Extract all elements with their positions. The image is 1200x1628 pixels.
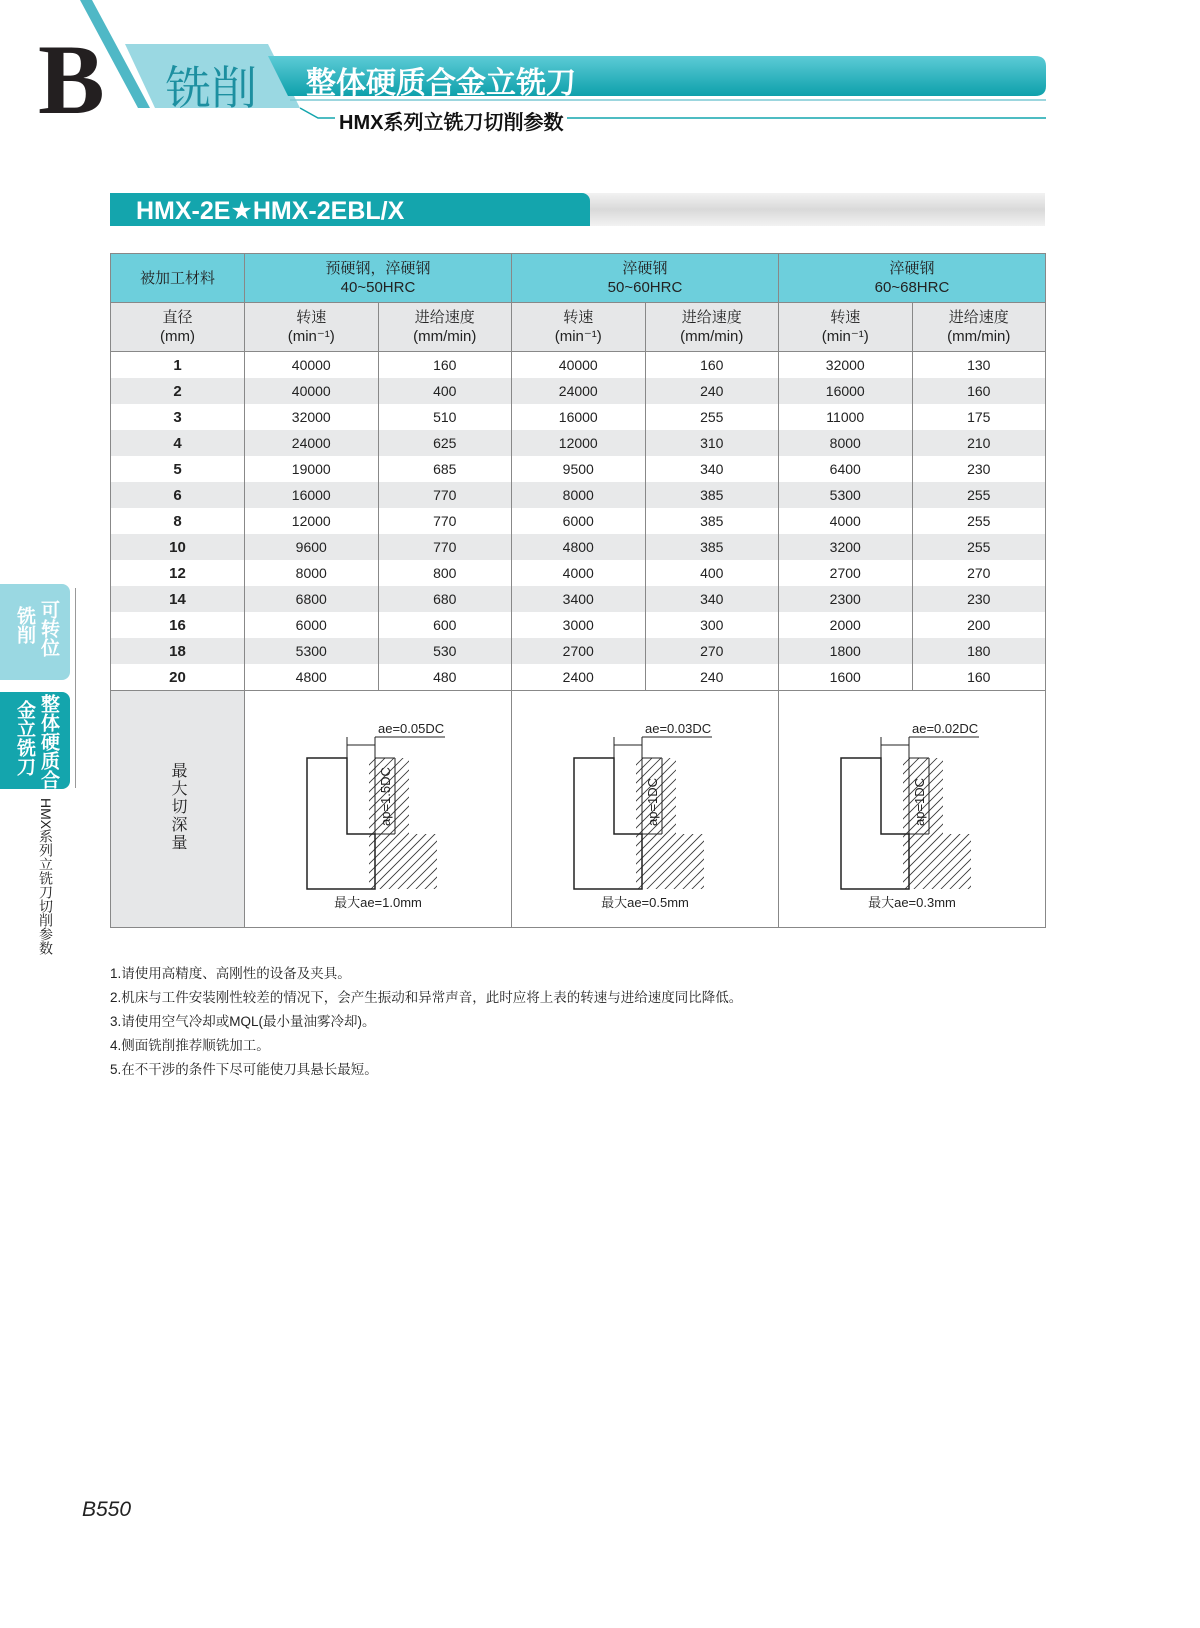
material-name: 预硬钢，淬硬钢 — [325, 260, 431, 277]
feed-header — [645, 303, 779, 352]
table-row — [111, 664, 1046, 691]
feed-unit: (mm/min) — [413, 328, 477, 345]
feed-cell: 385 — [645, 508, 779, 534]
ae-label: ae=0.02DC — [912, 721, 979, 736]
speed-cell: 5300 — [245, 638, 379, 664]
speed-cell: 24000 — [512, 378, 646, 404]
speed-header — [512, 303, 646, 352]
feed-cell: 270 — [645, 638, 779, 664]
feed-cell: 160 — [912, 378, 1046, 404]
feed-unit: (mm/min) — [947, 328, 1011, 345]
cutting-parameters-table — [110, 253, 1046, 928]
table-row — [111, 560, 1046, 586]
feed-cell: 270 — [912, 560, 1046, 586]
speed-cell: 9500 — [512, 456, 646, 482]
feed-cell: 255 — [912, 482, 1046, 508]
feed-cell: 385 — [645, 534, 779, 560]
feed-cell: 180 — [912, 638, 1046, 664]
speed-cell: 24000 — [245, 430, 379, 456]
material-name: 淬硬钢 — [889, 260, 935, 277]
side-subtitle: HMX系列立铣刀切削参数 — [38, 798, 54, 956]
note-item: 3.请使用空气冷却或MQL(最小量油雾冷却)。 — [110, 1014, 376, 1029]
feed-cell: 685 — [378, 456, 512, 482]
feed-cell: 160 — [645, 352, 779, 379]
cutting-depth-diagram — [512, 701, 778, 901]
speed-cell: 3200 — [779, 534, 913, 560]
speed-cell: 1600 — [779, 664, 913, 691]
speed-label: 转速 — [563, 309, 594, 326]
feed-cell: 175 — [912, 404, 1046, 430]
speed-label: 转速 — [296, 309, 327, 326]
speed-cell: 6400 — [779, 456, 913, 482]
diameter-cell: 1 — [111, 352, 245, 379]
speed-cell: 8000 — [779, 430, 913, 456]
depth-diagram-cell — [245, 691, 512, 928]
chapter-letter: B — [38, 24, 105, 135]
diameter-cell: 5 — [111, 456, 245, 482]
ae-label: ae=0.05DC — [378, 721, 445, 736]
diameter-cell: 20 — [111, 664, 245, 691]
table-row — [111, 456, 1046, 482]
feed-cell: 340 — [645, 456, 779, 482]
speed-cell: 2300 — [779, 586, 913, 612]
speed-unit: (min⁻¹) — [821, 328, 869, 345]
note-item: 2.机床与工件安装刚性较差的情况下，会产生振动和异常声音，此时应将上表的转速与进给速度同比降低。 — [110, 990, 743, 1005]
feed-cell: 130 — [912, 352, 1046, 379]
page-title: 整体硬质合金立铣刀 — [306, 67, 576, 100]
speed-cell: 32000 — [245, 404, 379, 430]
feed-cell: 800 — [378, 560, 512, 586]
feed-cell: 680 — [378, 586, 512, 612]
diameter-cell: 12 — [111, 560, 245, 586]
speed-cell: 3400 — [512, 586, 646, 612]
table-row — [111, 586, 1046, 612]
notes — [110, 962, 742, 1082]
feed-cell: 160 — [912, 664, 1046, 691]
table-row — [111, 534, 1046, 560]
feed-cell: 510 — [378, 404, 512, 430]
speed-cell: 40000 — [245, 378, 379, 404]
speed-cell: 16000 — [512, 404, 646, 430]
diameter-cell: 3 — [111, 404, 245, 430]
diameter-cell: 18 — [111, 638, 245, 664]
diameter-cell: 6 — [111, 482, 245, 508]
material-name: 淬硬钢 — [622, 260, 668, 277]
diameter-label: 直径 — [162, 309, 193, 326]
feed-label: 进给速度 — [414, 309, 475, 326]
speed-cell: 12000 — [245, 508, 379, 534]
product-name: HMX-2E★HMX-2EBL/X — [136, 197, 405, 225]
speed-cell: 12000 — [512, 430, 646, 456]
feed-cell: 530 — [378, 638, 512, 664]
diameter-unit: (mm) — [160, 328, 195, 345]
side-tab-solid-carbide[interactable] — [0, 692, 70, 789]
feed-label: 进给速度 — [948, 309, 1009, 326]
speed-cell: 8000 — [512, 482, 646, 508]
diameter-cell: 14 — [111, 586, 245, 612]
speed-cell: 4800 — [512, 534, 646, 560]
max-ae-caption: 最大ae=1.0mm — [334, 895, 422, 910]
speed-cell: 4000 — [779, 508, 913, 534]
feed-cell: 240 — [645, 378, 779, 404]
speed-cell: 32000 — [779, 352, 913, 379]
speed-cell: 9600 — [245, 534, 379, 560]
feed-cell: 255 — [912, 534, 1046, 560]
speed-unit: (min⁻¹) — [287, 328, 335, 345]
feed-cell: 310 — [645, 430, 779, 456]
speed-cell: 6800 — [245, 586, 379, 612]
table-row — [111, 404, 1046, 430]
speed-label: 转速 — [830, 309, 861, 326]
feed-cell: 480 — [378, 664, 512, 691]
table-row — [111, 612, 1046, 638]
speed-cell: 40000 — [245, 352, 379, 379]
table-row — [111, 482, 1046, 508]
speed-cell: 2400 — [512, 664, 646, 691]
speed-cell: 6000 — [512, 508, 646, 534]
feed-cell: 200 — [912, 612, 1046, 638]
feed-label: 进给速度 — [681, 309, 742, 326]
section-title: 铣削 — [165, 62, 257, 114]
speed-cell: 2700 — [779, 560, 913, 586]
speed-cell: 19000 — [245, 456, 379, 482]
material-hrc: 50~60HRC — [607, 279, 683, 296]
feed-cell: 385 — [645, 482, 779, 508]
side-tab-text: 整体硬质合 — [38, 694, 59, 789]
material-hrc: 60~68HRC — [874, 279, 950, 296]
depth-label-cell — [111, 691, 245, 928]
side-tab-indexable-milling[interactable] — [0, 584, 70, 680]
table-row — [111, 352, 1046, 379]
feed-cell: 340 — [645, 586, 779, 612]
feed-cell: 240 — [645, 664, 779, 691]
page-subtitle: HMX系列立铣刀切削参数 — [335, 106, 567, 135]
speed-cell: 8000 — [245, 560, 379, 586]
depth-label: 最大切深量 — [169, 761, 186, 852]
table-row — [111, 638, 1046, 664]
speed-header — [779, 303, 913, 352]
diameter-cell: 2 — [111, 378, 245, 404]
diameter-header — [111, 303, 245, 352]
speed-cell: 16000 — [779, 378, 913, 404]
feed-cell: 770 — [378, 482, 512, 508]
ap-label: ap=1DC — [645, 777, 660, 826]
diameter-cell: 8 — [111, 508, 245, 534]
feed-cell: 255 — [912, 508, 1046, 534]
side-divider — [75, 588, 76, 788]
material-header — [245, 254, 512, 303]
speed-cell: 1800 — [779, 638, 913, 664]
feed-cell: 770 — [378, 508, 512, 534]
speed-cell: 2700 — [512, 638, 646, 664]
feed-cell: 400 — [645, 560, 779, 586]
cutting-depth-diagram — [779, 701, 1045, 901]
speed-cell: 5300 — [779, 482, 913, 508]
side-tab-text: 金立铣刀 — [14, 700, 35, 776]
speed-cell: 2000 — [779, 612, 913, 638]
speed-cell: 4800 — [245, 664, 379, 691]
note-item: 4.侧面铣削推荐顺铣加工。 — [110, 1038, 270, 1053]
speed-unit: (min⁻¹) — [554, 328, 602, 345]
depth-diagram-cell — [512, 691, 779, 928]
speed-cell: 6000 — [245, 612, 379, 638]
feed-cell: 255 — [645, 404, 779, 430]
diameter-cell: 4 — [111, 430, 245, 456]
max-ae-caption: 最大ae=0.5mm — [601, 895, 689, 910]
side-tab-text: 铣削 — [14, 606, 35, 644]
feed-cell: 230 — [912, 586, 1046, 612]
speed-cell: 16000 — [245, 482, 379, 508]
feed-cell: 770 — [378, 534, 512, 560]
feed-header — [378, 303, 512, 352]
speed-cell: 4000 — [512, 560, 646, 586]
feed-unit: (mm/min) — [680, 328, 744, 345]
material-label: 被加工材料 — [111, 254, 245, 303]
feed-cell: 230 — [912, 456, 1046, 482]
diameter-cell: 10 — [111, 534, 245, 560]
feed-cell: 210 — [912, 430, 1046, 456]
material-header — [779, 254, 1046, 303]
feed-cell: 300 — [645, 612, 779, 638]
speed-cell: 40000 — [512, 352, 646, 379]
feed-cell: 600 — [378, 612, 512, 638]
table-row — [111, 508, 1046, 534]
speed-header — [245, 303, 379, 352]
ap-label: ap=1.5DC — [378, 767, 393, 826]
table-row — [111, 378, 1046, 404]
material-hrc: 40~50HRC — [340, 279, 416, 296]
feed-cell: 625 — [378, 430, 512, 456]
depth-diagram-cell — [779, 691, 1046, 928]
ae-label: ae=0.03DC — [645, 721, 712, 736]
feed-cell: 400 — [378, 378, 512, 404]
diameter-cell: 16 — [111, 612, 245, 638]
side-tab-text: 可转位 — [38, 600, 59, 657]
feed-cell: 160 — [378, 352, 512, 379]
max-ae-caption: 最大ae=0.3mm — [868, 895, 956, 910]
speed-cell: 11000 — [779, 404, 913, 430]
speed-cell: 3000 — [512, 612, 646, 638]
ap-label: ap=1DC — [912, 777, 927, 826]
feed-header — [912, 303, 1046, 352]
material-header — [512, 254, 779, 303]
note-item: 1.请使用高精度、高刚性的设备及夹具。 — [110, 966, 351, 981]
cutting-depth-diagram — [245, 701, 511, 901]
page-number: B550 — [82, 1498, 132, 1521]
note-item: 5.在不干涉的条件下尽可能使刀具悬长最短。 — [110, 1062, 378, 1077]
table-row — [111, 430, 1046, 456]
depth-row — [111, 691, 1046, 928]
